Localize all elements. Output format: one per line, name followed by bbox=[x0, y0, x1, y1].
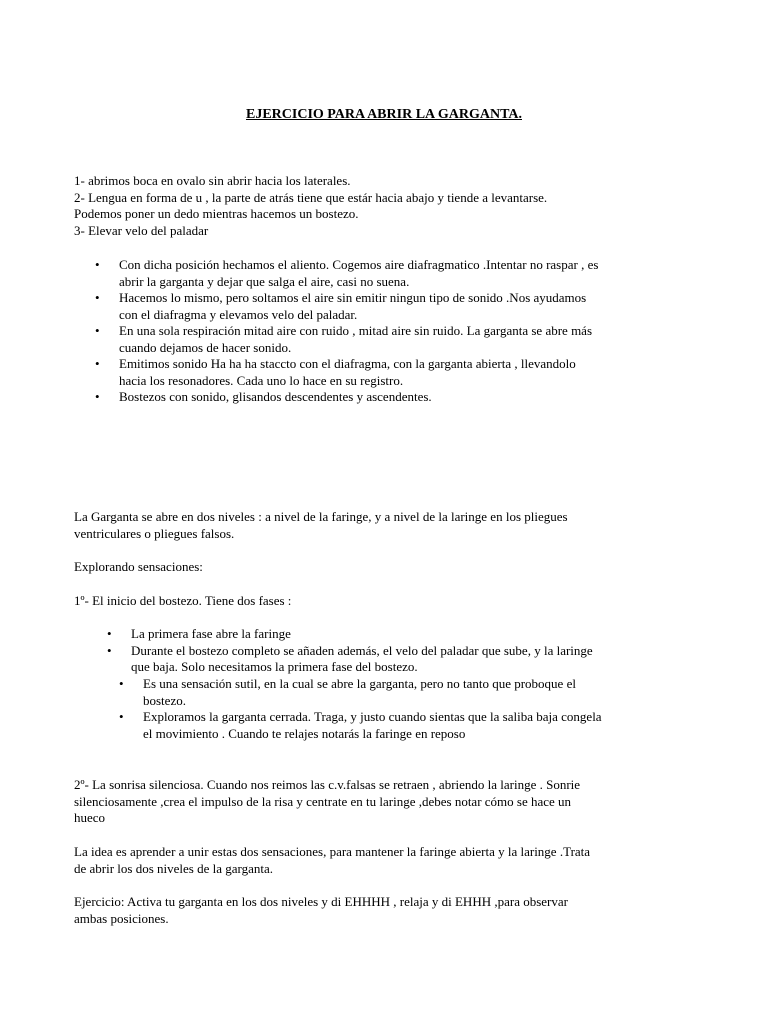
list-item-line: abrir la garganta y dejar que salga el aire, casi no suena. bbox=[119, 273, 410, 289]
list-item-line: que baja. Solo necesitamos la primera fase del bostezo. bbox=[131, 659, 418, 674]
list-item bbox=[107, 643, 707, 676]
list-item-line: con el diafragma y elevamos velo del paladar. bbox=[119, 306, 358, 322]
paragraph-line: 2º- La sonrisa silenciosa. Cuando nos reimos las c.v.falsas se retraen , abriendo la laringe . Sonrie bbox=[74, 777, 581, 792]
step-line: 2- Lengua en forma de u , la parte de atrás tiene que estár hacia abajo y tiende a levantarse. bbox=[74, 189, 548, 205]
list-item-line: Bostezos con sonido, glisandos descendentes y ascendentes. bbox=[119, 389, 432, 404]
list-item-line: En una sola respiración mitad aire con ruido , mitad aire sin ruido. La garganta se abre más bbox=[119, 323, 593, 338]
list-item-line: La primera fase abre la faringe bbox=[131, 626, 291, 641]
bullet-icon: • bbox=[107, 626, 112, 641]
step-line: Podemos poner un dedo mientras hacemos un bostezo. bbox=[74, 206, 359, 221]
step-line: 1- abrimos boca en ovalo sin abrir hacia los laterales. bbox=[74, 173, 351, 188]
bullet-icon: • bbox=[119, 676, 124, 691]
bullet-list-yawn bbox=[107, 626, 707, 676]
paragraph-line: La idea es aprender a unir estas dos sensaciones, para mantener la faringe abierta y la laringe .Trata bbox=[74, 844, 591, 859]
bullet-icon: • bbox=[95, 356, 100, 371]
exercise-paragraph bbox=[74, 894, 704, 927]
bullet-icon: • bbox=[95, 257, 100, 272]
bullet-icon: • bbox=[107, 642, 112, 658]
list-item bbox=[95, 323, 705, 356]
list-item-line: hacia los resonadores. Cada uno lo hace en su registro. bbox=[119, 372, 404, 388]
bullet-list-exercises bbox=[95, 257, 705, 406]
list-item bbox=[119, 709, 709, 742]
list-item-line: Con dicha posición hechamos el aliento. Cogemos aire diafragmatico .Intentar no raspar , es bbox=[119, 257, 599, 272]
paragraph-line: Explorando sensaciones: bbox=[74, 559, 203, 574]
first-phase-heading bbox=[74, 593, 704, 610]
list-item-line: bostezo. bbox=[143, 692, 186, 708]
list-item bbox=[95, 389, 705, 406]
list-item-line: Exploramos la garganta cerrada. Traga, y justo cuando sientas que la saliba baja congela bbox=[143, 709, 602, 724]
idea-paragraph bbox=[74, 844, 704, 877]
list-item bbox=[95, 356, 705, 389]
paragraph-line: ambas posiciones. bbox=[74, 910, 169, 926]
step-line: 3- Elevar velo del paladar bbox=[74, 222, 209, 238]
bullet-icon: • bbox=[95, 290, 100, 305]
list-item bbox=[119, 676, 709, 709]
document-title: EJERCICIO PARA ABRIR LA GARGANTA. bbox=[245, 107, 522, 122]
paragraph-line: silenciosamente ,crea el impulso de la risa y centrate en tu laringe ,debes notar cómo se hace un bbox=[74, 793, 572, 809]
numbered-steps bbox=[74, 173, 704, 239]
levels-paragraph bbox=[74, 509, 704, 542]
paragraph-line: 1º- El inicio del bostezo. Tiene dos fases : bbox=[74, 593, 292, 608]
bullet-icon: • bbox=[95, 323, 100, 338]
list-item bbox=[107, 626, 707, 643]
paragraph-line: hueco bbox=[74, 810, 106, 825]
list-item bbox=[95, 257, 705, 290]
paragraph-line: Ejercicio: Activa tu garganta en los dos niveles y di EHHHH , relaja y di EHHH ,para observar bbox=[74, 894, 568, 909]
list-item bbox=[95, 290, 705, 323]
list-item-line: Hacemos lo mismo, pero soltamos el aire sin emitir ningun tipo de sonido .Nos ayudamos bbox=[119, 290, 587, 305]
list-item-line: Durante el bostezo completo se añaden además, el velo del paladar que sube, y la laringe bbox=[131, 642, 593, 658]
smile-paragraph bbox=[74, 777, 704, 827]
paragraph-line: ventriculares o pliegues falsos. bbox=[74, 525, 235, 541]
bullet-icon: • bbox=[95, 389, 100, 404]
bullet-list-sensations bbox=[119, 676, 709, 742]
bullet-icon: • bbox=[119, 709, 124, 724]
list-item-line: Emitimos sonido Ha ha ha staccto con el diafragma, con la garganta abierta , llevandolo bbox=[119, 356, 576, 371]
paragraph-line: de abrir los dos niveles de la garganta. bbox=[74, 860, 274, 876]
list-item-line: el movimiento . Cuando te relajes notarás la faringe en reposo bbox=[143, 725, 466, 741]
paragraph-line: La Garganta se abre en dos niveles : a nivel de la faringe, y a nivel de la laringe en los pliegues bbox=[74, 509, 568, 524]
list-item-line: cuando dejamos de hacer sonido. bbox=[119, 339, 292, 355]
list-item-line: Es una sensación sutil, en la cual se abre la garganta, pero no tanto que proboque el bbox=[143, 676, 576, 691]
exploring-heading bbox=[74, 559, 704, 576]
